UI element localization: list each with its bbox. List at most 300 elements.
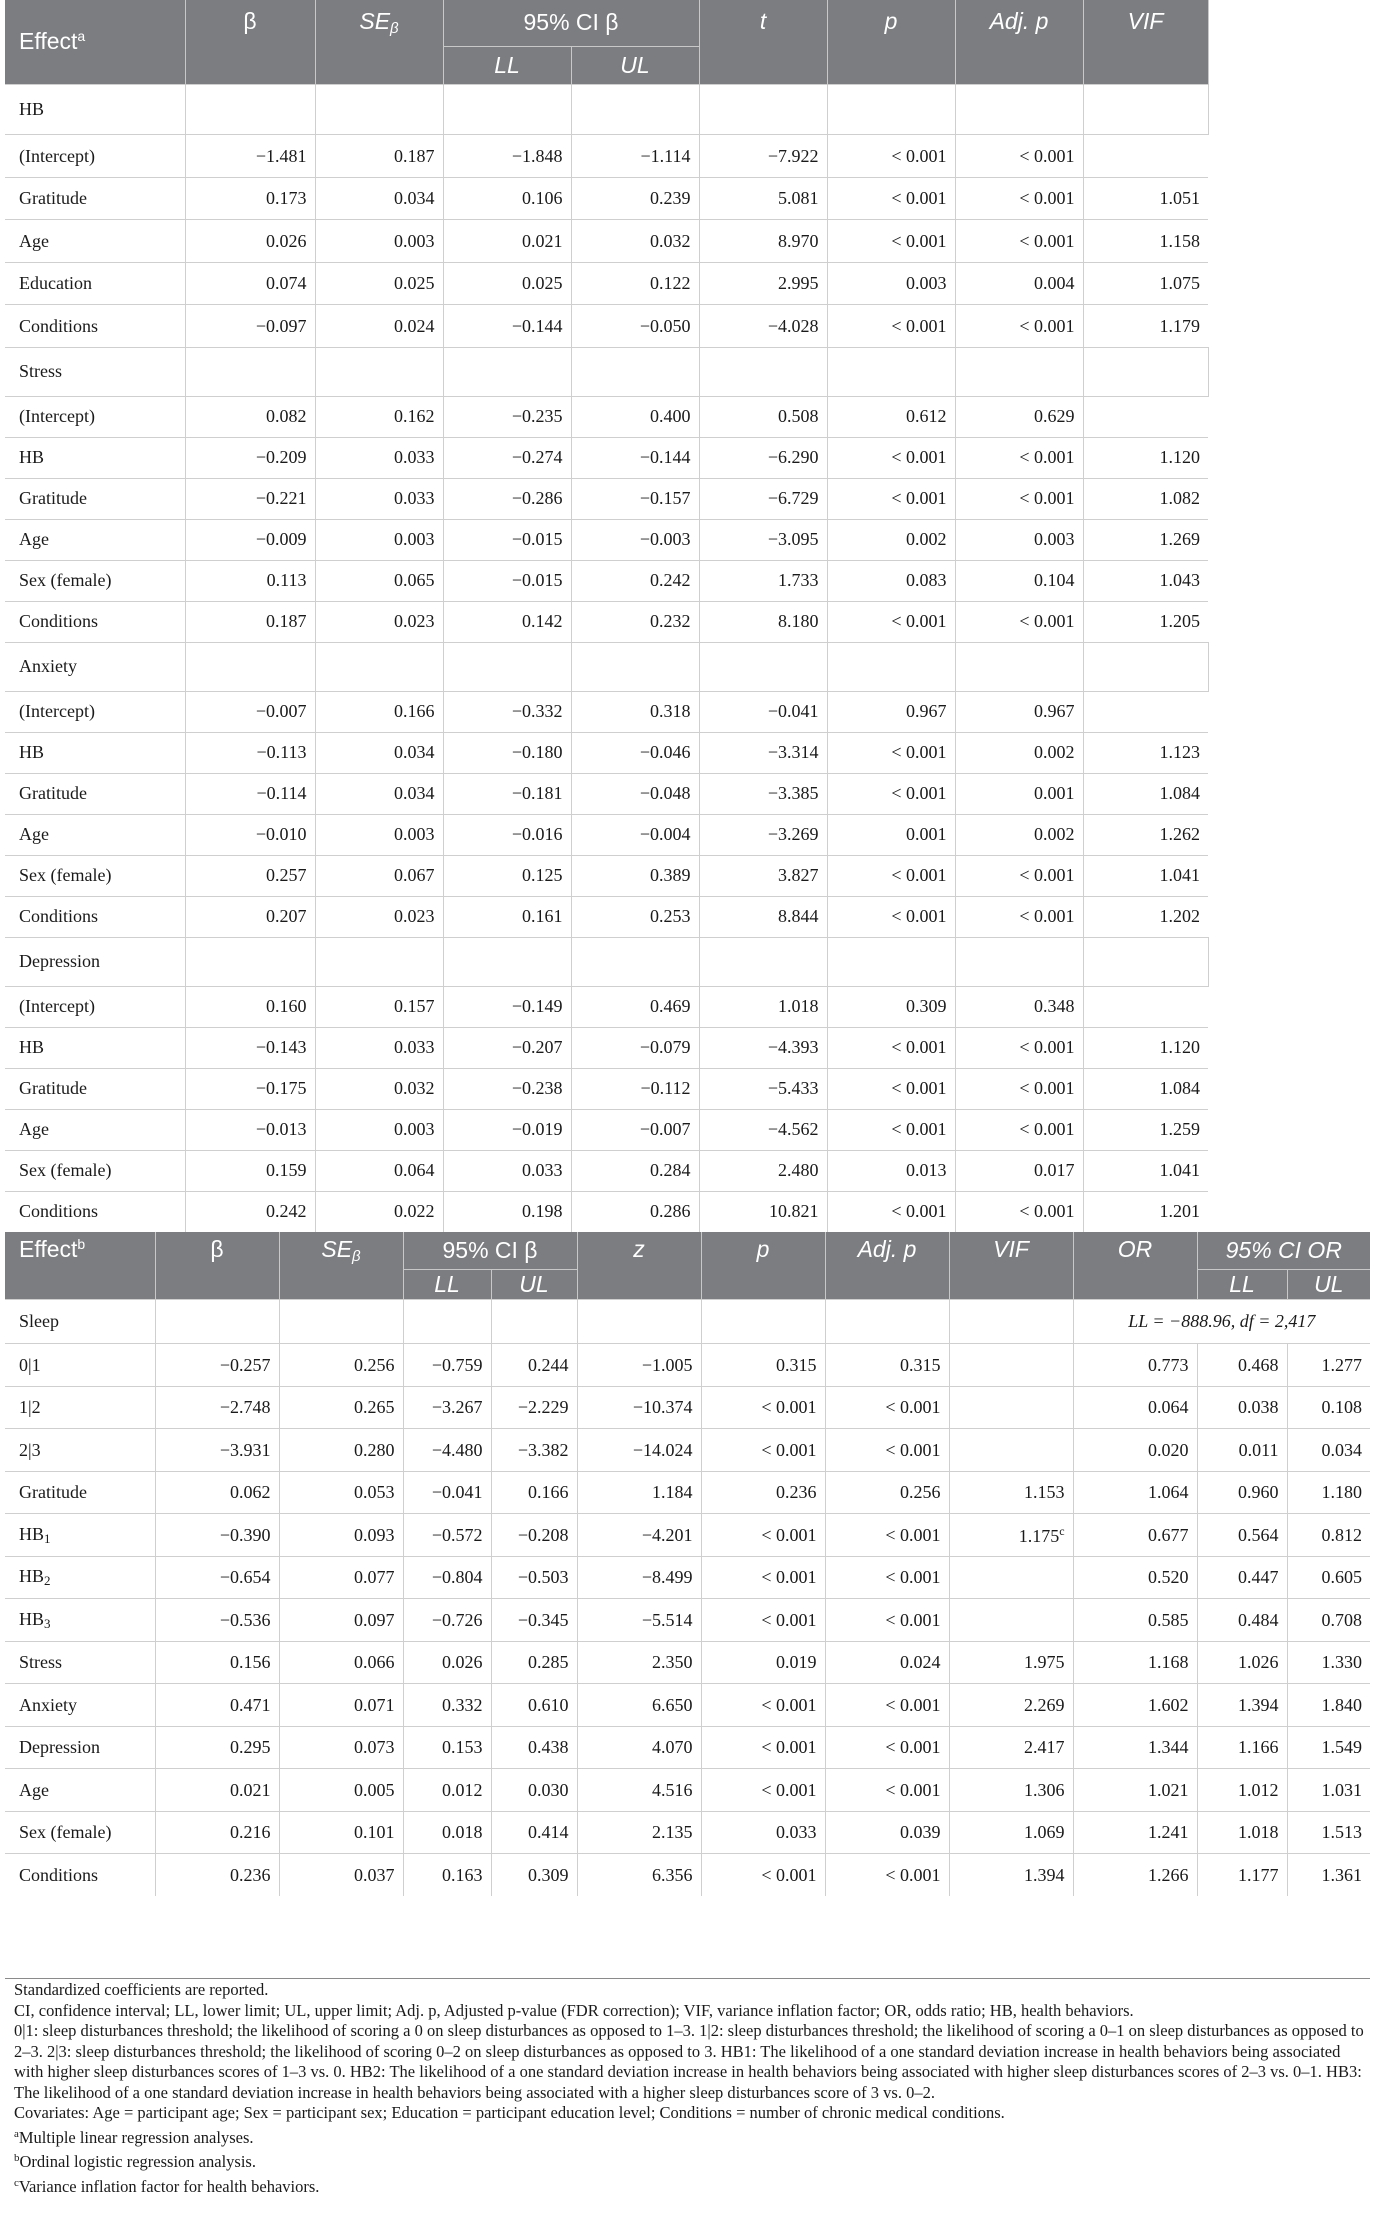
cell-value xyxy=(949,1599,1073,1642)
cell-value: < 0.001 xyxy=(825,1769,949,1812)
cell-value: 8.970 xyxy=(699,220,827,263)
empty-cell xyxy=(955,84,1083,135)
cell-value: 1.075 xyxy=(1083,262,1208,305)
cell-value: −0.238 xyxy=(443,1068,571,1109)
cell-value: −0.144 xyxy=(443,305,571,348)
cell-value: 0.773 xyxy=(1073,1344,1197,1387)
cell-value: 1.201 xyxy=(1083,1191,1208,1232)
empty-cell xyxy=(955,937,1083,986)
row-label: Age xyxy=(5,814,185,855)
cell-value: −0.015 xyxy=(443,560,571,601)
cell-value: < 0.001 xyxy=(827,601,955,642)
cell-value: 1.733 xyxy=(699,560,827,601)
group-row xyxy=(5,937,1208,986)
row-label: HB xyxy=(5,1027,185,1068)
table-row xyxy=(5,519,1208,560)
group-label: HB xyxy=(5,84,185,135)
cell-value: < 0.001 xyxy=(701,1556,825,1599)
cell-value: < 0.001 xyxy=(955,437,1083,478)
cell-value: < 0.001 xyxy=(955,601,1083,642)
cell-value: 0.012 xyxy=(403,1769,491,1812)
cell-value: 0.024 xyxy=(315,305,443,348)
cell-value: 0.097 xyxy=(279,1599,403,1642)
cell-value xyxy=(1083,986,1208,1027)
cell-value: −0.019 xyxy=(443,1109,571,1150)
header2-ci-or: 95% CI OR xyxy=(1197,1232,1370,1270)
cell-value: 0.021 xyxy=(443,220,571,263)
table-row xyxy=(5,1769,1370,1812)
cell-value: 0.508 xyxy=(699,396,827,437)
cell-value: −0.143 xyxy=(185,1027,315,1068)
header2-or-ll: LL xyxy=(1197,1270,1287,1300)
cell-value: 1.120 xyxy=(1083,437,1208,478)
cell-value: 0.520 xyxy=(1073,1556,1197,1599)
cell-value: < 0.001 xyxy=(955,1191,1083,1232)
group-row xyxy=(5,642,1208,691)
cell-value: 0.033 xyxy=(315,478,443,519)
cell-value: 0.082 xyxy=(185,396,315,437)
table-row xyxy=(5,896,1208,937)
cell-value: −0.208 xyxy=(491,1514,577,1557)
cell-value: −3.269 xyxy=(699,814,827,855)
cell-value: −3.385 xyxy=(699,773,827,814)
cell-value: < 0.001 xyxy=(827,437,955,478)
cell-value: 0.160 xyxy=(185,986,315,1027)
cell-value: 0.309 xyxy=(827,986,955,1027)
group-label: Depression xyxy=(5,937,185,986)
cell-value: 0.256 xyxy=(825,1471,949,1514)
cell-value: 1.043 xyxy=(1083,560,1208,601)
row-label: Conditions xyxy=(5,305,185,348)
cell-value: 0.104 xyxy=(955,560,1083,601)
cell-value: 0.207 xyxy=(185,896,315,937)
cell-value: 1.051 xyxy=(1083,177,1208,220)
cell-value: −0.144 xyxy=(571,437,699,478)
row-label: Sex (female) xyxy=(5,1150,185,1191)
row-label: Conditions xyxy=(5,601,185,642)
row-label: Age xyxy=(5,220,185,263)
row-label: Age xyxy=(5,1109,185,1150)
header2-or: OR xyxy=(1073,1232,1197,1300)
table-row xyxy=(5,1344,1370,1387)
cell-value: < 0.001 xyxy=(825,1726,949,1769)
row-label: Sex (female) xyxy=(5,560,185,601)
empty-cell xyxy=(699,937,827,986)
table-row xyxy=(5,814,1208,855)
cell-value: 0.017 xyxy=(955,1150,1083,1191)
cell-value: < 0.001 xyxy=(827,855,955,896)
cell-value: −0.654 xyxy=(155,1556,279,1599)
cell-value: −3.095 xyxy=(699,519,827,560)
cell-value: 0.034 xyxy=(315,773,443,814)
cell-value: 0.083 xyxy=(827,560,955,601)
cell-value: 1.123 xyxy=(1083,732,1208,773)
row-label: Conditions xyxy=(5,896,185,937)
cell-value: < 0.001 xyxy=(825,1599,949,1642)
cell-value: 0.065 xyxy=(315,560,443,601)
empty-cell xyxy=(443,937,571,986)
header2-effect: Effect$^b$ xyxy=(5,1232,155,1300)
cell-value: 1.306 xyxy=(949,1769,1073,1812)
cell-value: 0.447 xyxy=(1197,1556,1287,1599)
cell-value: 0.034 xyxy=(1287,1429,1370,1472)
cell-value: 0.073 xyxy=(279,1726,403,1769)
cell-value: 1.021 xyxy=(1073,1769,1197,1812)
header-ci-beta: 95% CI β xyxy=(443,0,699,46)
empty-cell xyxy=(699,347,827,396)
cell-value: 1.168 xyxy=(1073,1641,1197,1684)
cell-value: −0.157 xyxy=(571,478,699,519)
cell-value: 0.239 xyxy=(571,177,699,220)
cell-value: −0.112 xyxy=(571,1068,699,1109)
cell-value xyxy=(1083,396,1208,437)
cell-value: 0.038 xyxy=(1197,1386,1287,1429)
empty-cell xyxy=(827,642,955,691)
cell-value: 0.053 xyxy=(279,1471,403,1514)
cell-value: 0.024 xyxy=(825,1641,949,1684)
cell-value: 0.023 xyxy=(315,601,443,642)
cell-value: < 0.001 xyxy=(825,1386,949,1429)
cell-value: 0.216 xyxy=(155,1811,279,1854)
cell-value: 2.417 xyxy=(949,1726,1073,1769)
cell-value: −0.726 xyxy=(403,1599,491,1642)
row-label: HB1 xyxy=(5,1514,155,1557)
empty-cell xyxy=(955,642,1083,691)
cell-value: 0.285 xyxy=(491,1641,577,1684)
cell-value: 2.350 xyxy=(577,1641,701,1684)
cell-value: 0.585 xyxy=(1073,1599,1197,1642)
cell-value: −0.114 xyxy=(185,773,315,814)
cell-value: 10.821 xyxy=(699,1191,827,1232)
empty-cell xyxy=(443,642,571,691)
cell-value: 2.269 xyxy=(949,1684,1073,1727)
cell-value: 0.253 xyxy=(571,896,699,937)
row-label: Conditions xyxy=(5,1854,155,1896)
empty-cell xyxy=(491,1300,577,1344)
cell-value: 6.650 xyxy=(577,1684,701,1727)
cell-value: −3.314 xyxy=(699,732,827,773)
row-label: (Intercept) xyxy=(5,691,185,732)
empty-cell xyxy=(185,84,315,135)
table-notes xyxy=(14,1980,1369,2197)
cell-value: −0.209 xyxy=(185,437,315,478)
cell-value: 0.244 xyxy=(491,1344,577,1387)
cell-value: 1.166 xyxy=(1197,1726,1287,1769)
table-row xyxy=(5,732,1208,773)
empty-cell xyxy=(827,347,955,396)
empty-cell xyxy=(403,1300,491,1344)
cell-value: < 0.001 xyxy=(701,1726,825,1769)
cell-value: 0.257 xyxy=(185,855,315,896)
empty-cell xyxy=(701,1300,825,1344)
header2-p: p xyxy=(701,1232,825,1300)
cell-value xyxy=(949,1386,1073,1429)
cell-value: 0.002 xyxy=(955,814,1083,855)
cell-value: −0.332 xyxy=(443,691,571,732)
table-row xyxy=(5,1429,1370,1472)
cell-value: −0.079 xyxy=(571,1027,699,1068)
cell-value: 0.001 xyxy=(955,773,1083,814)
cell-value: 1.266 xyxy=(1073,1854,1197,1896)
table-row xyxy=(5,773,1208,814)
cell-value: < 0.001 xyxy=(955,1068,1083,1109)
group-row xyxy=(5,347,1208,396)
empty-cell xyxy=(315,937,443,986)
cell-value: 0.469 xyxy=(571,986,699,1027)
cell-value: 1.513 xyxy=(1287,1811,1370,1854)
cell-value: 0.605 xyxy=(1287,1556,1370,1599)
cell-value: 0.003 xyxy=(315,814,443,855)
cell-value: 0.002 xyxy=(955,732,1083,773)
cell-value xyxy=(949,1556,1073,1599)
cell-value: 0.187 xyxy=(315,135,443,178)
cell-value: 0.003 xyxy=(955,519,1083,560)
empty-cell xyxy=(315,84,443,135)
empty-cell xyxy=(1083,84,1208,135)
cell-value: 0.198 xyxy=(443,1191,571,1232)
empty-cell xyxy=(1083,347,1208,396)
header2-z: z xyxy=(577,1232,701,1300)
note-abbreviations: CI, confidence interval; LL, lower limit; UL, upper limit; Adj. p, Adjusted p-value (FDR correction); VIF, variance inflation factor; OR, odds ratio; HB, health behaviors. xyxy=(14,2000,1134,2020)
cell-value: 0.161 xyxy=(443,896,571,937)
cell-value: −0.175 xyxy=(185,1068,315,1109)
cell-value: 0.162 xyxy=(315,396,443,437)
cell-value: 0.708 xyxy=(1287,1599,1370,1642)
cell-value: −0.235 xyxy=(443,396,571,437)
cell-value: −0.016 xyxy=(443,814,571,855)
empty-cell xyxy=(949,1300,1073,1344)
cell-value: 1.018 xyxy=(699,986,827,1027)
cell-value: 1.277 xyxy=(1287,1344,1370,1387)
cell-value: −0.286 xyxy=(443,478,571,519)
linear-regression-table xyxy=(5,0,1208,1232)
cell-value: −3.267 xyxy=(403,1386,491,1429)
table-row xyxy=(5,1514,1370,1557)
cell-value: −0.804 xyxy=(403,1556,491,1599)
cell-value: −0.257 xyxy=(155,1344,279,1387)
cell-value: −6.290 xyxy=(699,437,827,478)
cell-value: 1.120 xyxy=(1083,1027,1208,1068)
cell-value: 0.156 xyxy=(155,1641,279,1684)
cell-value: −0.007 xyxy=(571,1109,699,1150)
cell-value: 1.202 xyxy=(1083,896,1208,937)
cell-value: 1.259 xyxy=(1083,1109,1208,1150)
cell-value: 0.564 xyxy=(1197,1514,1287,1557)
cell-value: −4.393 xyxy=(699,1027,827,1068)
cell-value: < 0.001 xyxy=(827,1068,955,1109)
cell-value: < 0.001 xyxy=(827,773,955,814)
cell-value: 0.020 xyxy=(1073,1429,1197,1472)
cell-value: < 0.001 xyxy=(825,1514,949,1557)
cell-value: 0.032 xyxy=(315,1068,443,1109)
table-row xyxy=(5,560,1208,601)
cell-value: 1.158 xyxy=(1083,220,1208,263)
table-row xyxy=(5,220,1208,263)
row-label: 1|2 xyxy=(5,1386,155,1429)
cell-value: < 0.001 xyxy=(827,220,955,263)
cell-value: 1.041 xyxy=(1083,855,1208,896)
row-label: Gratitude xyxy=(5,1068,185,1109)
cell-value: −0.007 xyxy=(185,691,315,732)
cell-value xyxy=(949,1344,1073,1387)
cell-value: 0.348 xyxy=(955,986,1083,1027)
cell-value: −0.041 xyxy=(403,1471,491,1514)
cell-value: 0.002 xyxy=(827,519,955,560)
cell-value: −1.481 xyxy=(185,135,315,178)
row-label: Anxiety xyxy=(5,1684,155,1727)
row-label: (Intercept) xyxy=(5,986,185,1027)
cell-value: < 0.001 xyxy=(827,896,955,937)
cell-value: 0.022 xyxy=(315,1191,443,1232)
cell-value: 1.031 xyxy=(1287,1769,1370,1812)
cell-value: 0.967 xyxy=(955,691,1083,732)
header-se: $SE_\beta$ xyxy=(315,0,443,84)
row-label: 2|3 xyxy=(5,1429,155,1472)
cell-value: −2.229 xyxy=(491,1386,577,1429)
cell-value: 0.011 xyxy=(1197,1429,1287,1472)
cell-value: 0.001 xyxy=(827,814,955,855)
cell-value: −0.046 xyxy=(571,732,699,773)
row-label: Gratitude xyxy=(5,773,185,814)
cell-value: −0.097 xyxy=(185,305,315,348)
cell-value: 0.157 xyxy=(315,986,443,1027)
empty-cell xyxy=(443,84,571,135)
cell-value: 0.236 xyxy=(155,1854,279,1896)
cell-value: 1.084 xyxy=(1083,1068,1208,1109)
header-p: p xyxy=(827,0,955,84)
table-row xyxy=(5,1068,1208,1109)
cell-value: 1.153 xyxy=(949,1471,1073,1514)
cell-value: −0.050 xyxy=(571,305,699,348)
cell-value: 4.516 xyxy=(577,1769,701,1812)
table-row xyxy=(5,478,1208,519)
row-label: Sex (female) xyxy=(5,855,185,896)
cell-value: 0.025 xyxy=(315,262,443,305)
cell-value: 0.034 xyxy=(315,732,443,773)
cell-value: 0.484 xyxy=(1197,1599,1287,1642)
row-label: HB2 xyxy=(5,1556,155,1599)
cell-value: 0.033 xyxy=(701,1811,825,1854)
cell-value: 1.549 xyxy=(1287,1726,1370,1769)
cell-value: 0.315 xyxy=(701,1344,825,1387)
cell-value: −0.345 xyxy=(491,1599,577,1642)
cell-value: 0.064 xyxy=(315,1150,443,1191)
cell-value: −4.562 xyxy=(699,1109,827,1150)
cell-value: 1.177 xyxy=(1197,1854,1287,1896)
cell-value: < 0.001 xyxy=(825,1556,949,1599)
cell-value: < 0.001 xyxy=(825,1684,949,1727)
table-row xyxy=(5,986,1208,1027)
cell-value: 0.677 xyxy=(1073,1514,1197,1557)
header2-se: $SE_\beta$ xyxy=(279,1232,403,1300)
cell-value: 0.026 xyxy=(185,220,315,263)
cell-value: 1.184 xyxy=(577,1471,701,1514)
cell-value: 0.612 xyxy=(827,396,955,437)
table-row xyxy=(5,1027,1208,1068)
header-adj-p: Adj. p xyxy=(955,0,1083,84)
cell-value: < 0.001 xyxy=(827,177,955,220)
cell-value: 1.084 xyxy=(1083,773,1208,814)
cell-value: 1.179 xyxy=(1083,305,1208,348)
table-row xyxy=(5,1854,1370,1896)
cell-value: 0.122 xyxy=(571,262,699,305)
row-label: Stress xyxy=(5,1641,155,1684)
page xyxy=(5,0,1370,1896)
row-label: Gratitude xyxy=(5,478,185,519)
cell-value: 0.018 xyxy=(403,1811,491,1854)
cell-value: 5.081 xyxy=(699,177,827,220)
cell-value: < 0.001 xyxy=(701,1854,825,1896)
cell-value: 0.967 xyxy=(827,691,955,732)
cell-value: 0.438 xyxy=(491,1726,577,1769)
cell-value: −4.480 xyxy=(403,1429,491,1472)
cell-value: 0.284 xyxy=(571,1150,699,1191)
cell-value: −0.572 xyxy=(403,1514,491,1557)
cell-value: 0.013 xyxy=(827,1150,955,1191)
cell-value: 0.960 xyxy=(1197,1471,1287,1514)
row-label: Depression xyxy=(5,1726,155,1769)
header2-ci-beta: 95% CI β xyxy=(403,1232,577,1270)
cell-value: −0.207 xyxy=(443,1027,571,1068)
cell-value xyxy=(949,1429,1073,1472)
cell-value: 0.074 xyxy=(185,262,315,305)
row-label: Sex (female) xyxy=(5,1811,155,1854)
table-row xyxy=(5,396,1208,437)
table-row xyxy=(5,855,1208,896)
cell-value: 0.471 xyxy=(155,1684,279,1727)
cell-value: 0.062 xyxy=(155,1471,279,1514)
cell-value: −0.503 xyxy=(491,1556,577,1599)
cell-value: −5.433 xyxy=(699,1068,827,1109)
header2-beta: β xyxy=(155,1232,279,1300)
cell-value: 1.018 xyxy=(1197,1811,1287,1854)
cell-value: < 0.001 xyxy=(701,1684,825,1727)
header2-ll: LL xyxy=(403,1270,491,1300)
cell-value: −7.922 xyxy=(699,135,827,178)
empty-cell xyxy=(825,1300,949,1344)
cell-value: 1.241 xyxy=(1073,1811,1197,1854)
table-row xyxy=(5,1191,1208,1232)
cell-value: 6.356 xyxy=(577,1854,701,1896)
cell-value: 0.003 xyxy=(315,1109,443,1150)
cell-value: 1.205 xyxy=(1083,601,1208,642)
cell-value: −0.010 xyxy=(185,814,315,855)
cell-value: 0.019 xyxy=(701,1641,825,1684)
footnote-a: $^a$Multiple linear regression analyses. xyxy=(14,2127,254,2147)
cell-value: 0.113 xyxy=(185,560,315,601)
cell-value: 0.033 xyxy=(315,437,443,478)
cell-value: < 0.001 xyxy=(955,855,1083,896)
empty-cell xyxy=(1083,937,1208,986)
table-row xyxy=(5,1684,1370,1727)
cell-value: −0.274 xyxy=(443,437,571,478)
cell-value: 1.269 xyxy=(1083,519,1208,560)
cell-value: 0.066 xyxy=(279,1641,403,1684)
cell-value: 0.067 xyxy=(315,855,443,896)
empty-cell xyxy=(827,937,955,986)
cell-value: 2.995 xyxy=(699,262,827,305)
cell-value: 0.142 xyxy=(443,601,571,642)
cell-value: 1.975 xyxy=(949,1641,1073,1684)
table-row xyxy=(5,1641,1370,1684)
table-row xyxy=(5,691,1208,732)
cell-value xyxy=(1083,135,1208,178)
cell-value: 4.070 xyxy=(577,1726,701,1769)
empty-cell xyxy=(443,347,571,396)
header2-vif: VIF xyxy=(949,1232,1073,1300)
cell-value: < 0.001 xyxy=(827,732,955,773)
cell-value: −0.180 xyxy=(443,732,571,773)
